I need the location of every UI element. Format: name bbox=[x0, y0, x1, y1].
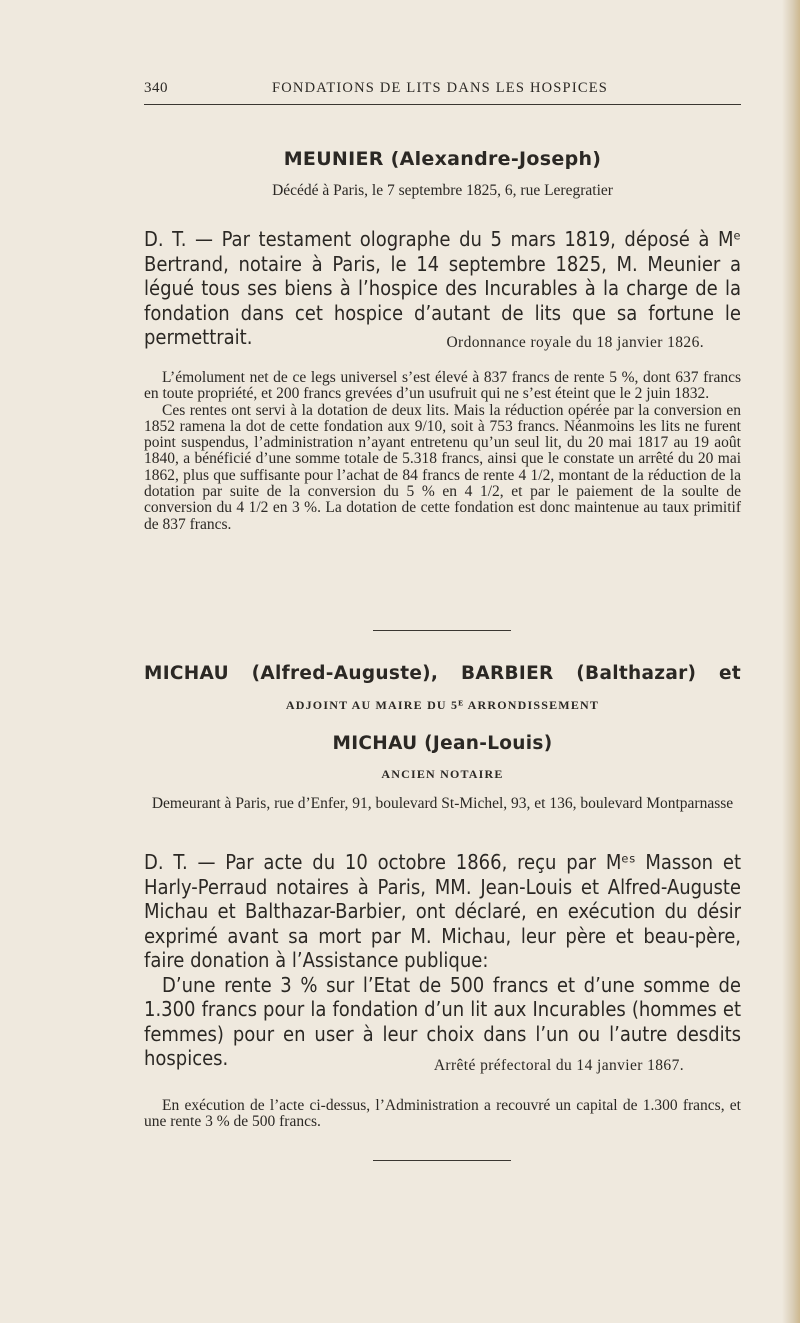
page-edge-shading bbox=[782, 0, 800, 1323]
meunier-note-1: L’émolument net de ce legs universel s’est élevé à 837 francs de rente 5 %, dont 637 francs en toute propriété, et 200 francs grevées d’un usufruit qui ne s’est éteint que le 2 juin 1832. bbox=[144, 369, 741, 403]
michau-caption-2-block bbox=[144, 767, 741, 782]
entry-subtitle-michau: Demeurant à Paris, rue d’Enfer, 91, boulevard St-Michel, 93, et 136, boulevard Montparnasse bbox=[151, 795, 734, 812]
entry-caption-adjoint: ADJOINT AU MAIRE DU 5ᴱ ARRONDISSEMENT bbox=[285, 698, 600, 712]
michau-main-text-2: D’une rente 3 % sur l’Etat de 500 francs et d’une somme de 1.300 francs pour la fondation d’un lit aux Incurables (hommes et femmes) pour en user à leur choix dans l’un ou l’autre desdits hospices. bbox=[144, 972, 741, 1070]
michau-note: En exécution de l’acte ci-dessus, l’Administration a recouvré un capital de 1.300 francs, et une rente 3 % de 500 francs. bbox=[144, 1097, 741, 1131]
michau-main-text-block bbox=[144, 850, 741, 1071]
meunier-reference-block bbox=[144, 334, 704, 352]
michau-caption-1-block bbox=[144, 698, 741, 713]
michau-reference-block bbox=[144, 1057, 684, 1075]
michau-main-text-1: D. T. — Par acte du 10 octobre 1866, reçu par Mᵉˢ Masson et Harly-Perraud notaires à Paris, MM. Jean-Louis et Alfred-Auguste Michau et Balthazar-Barbier, ont déclaré, en exécution du désir exprimé avant sa mort par M. Michau, leur père et beau-père, faire donation à l’Assistance publique: bbox=[144, 850, 741, 972]
meunier-notes-block bbox=[144, 370, 741, 533]
entry-caption-notaire: ANCIEN NOTAIRE bbox=[381, 767, 504, 781]
section-separator bbox=[373, 630, 511, 631]
header-rule bbox=[144, 104, 741, 105]
michau-subtitle-block bbox=[144, 794, 741, 814]
entry-title-michau-jean-louis: MICHAU (Jean-Louis) bbox=[332, 733, 553, 754]
michau-title-block bbox=[144, 663, 741, 684]
page-header bbox=[144, 80, 741, 100]
meunier-main-text-block bbox=[144, 227, 741, 350]
meunier-note-2: Ces rentes ont servi à la dotation de deux lits. Mais la réduction opérée par la conversion en 1852 ramena la dot de cette fondation aux 9/10, soit à 753 francs. Néanmoins les lits ne furent point suspendus, l’administration n’ayant entretenu qu’un seul lit, du 20 mai 1817 au 19 août 1840, a bénéficié d’une somme totale de 5.318 francs, ainsi que le constate un arrêté du 20 mai 1862, plus que suffisante pour l’achat de 84 francs de rente 4 1/2, montant de la réduction de la dotation par suite de la conversion du 5 % en 4 1/2, et par le paiement de la soulte de conversion du 4 1/2 en 3 %. La dotation de cette fondation est donc maintenue au taux primitif de 837 francs. bbox=[144, 401, 741, 533]
michau-reference: Arrêté préfectoral du 14 janvier 1867. bbox=[433, 1057, 684, 1074]
meunier-subtitle-block bbox=[144, 182, 741, 200]
running-title: FONDATIONS DE LITS DANS LES HOSPICES bbox=[272, 80, 609, 96]
entry-title-michau-barbier: MICHAU (Alfred-Auguste), BARBIER (Balthazar) et bbox=[144, 663, 741, 684]
entry-title-meunier: MEUNIER (Alexandre-Joseph) bbox=[283, 148, 602, 170]
entry-subtitle-meunier: Décédé à Paris, le 7 septembre 1825, 6, rue Leregratier bbox=[272, 182, 613, 199]
meunier-title-block bbox=[144, 148, 741, 170]
michau-title-2-block bbox=[144, 733, 741, 754]
meunier-reference: Ordonnance royale du 18 janvier 1826. bbox=[446, 334, 704, 351]
section-separator-end bbox=[373, 1160, 511, 1161]
michau-note-block bbox=[144, 1098, 741, 1131]
meunier-main-text: D. T. — Par testament olographe du 5 mars 1819, déposé à Mᵉ Bertrand, notaire à Paris, le 14 septembre 1825, M. Meunier a légué tous ses biens à l’hospice des Incurables à la charge de la fondation dans cet hospice d’autant de lits que sa fortune le permettrait. bbox=[144, 227, 741, 349]
page-number: 340 bbox=[144, 80, 168, 96]
